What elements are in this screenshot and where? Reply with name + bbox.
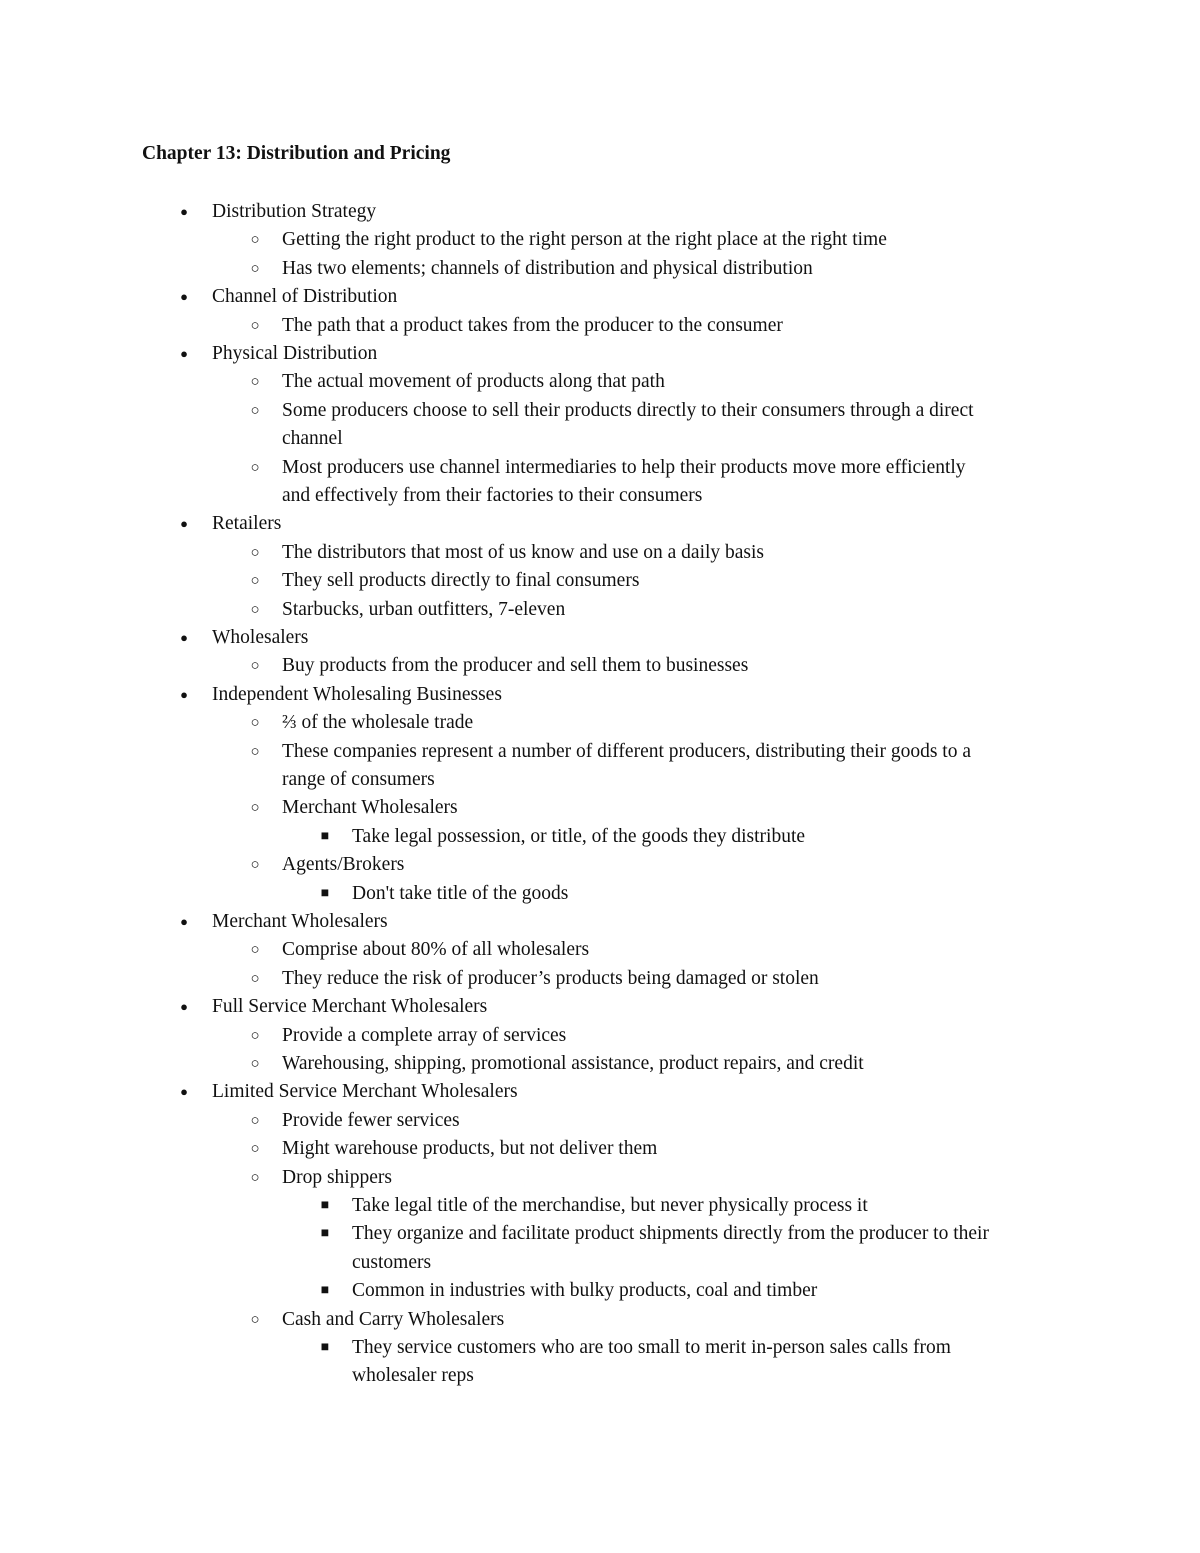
outline-item-text: Cash and Carry Wholesalers bbox=[282, 1308, 505, 1330]
outline-item-level-1 bbox=[250, 226, 887, 254]
filled-bullet-icon: ● bbox=[180, 914, 188, 929]
outline-item-text: ⅔ of the wholesale trade bbox=[282, 712, 474, 734]
filled-bullet-icon: ● bbox=[180, 289, 188, 305]
outline-item-level-1 bbox=[250, 709, 474, 737]
outline-item-level-0 bbox=[180, 340, 378, 368]
outline-item-text: Distribution Strategy bbox=[212, 201, 377, 222]
filled-bullet-icon: ● bbox=[180, 999, 188, 1015]
outline-item-continuation-level-2 bbox=[352, 1249, 431, 1277]
square-bullet-icon: ■ bbox=[320, 1198, 330, 1213]
outline-item-level-1 bbox=[250, 965, 819, 993]
hollow-bullet-icon: ○ bbox=[250, 970, 260, 987]
outline-item-text: Full Service Merchant Wholesalers bbox=[212, 996, 488, 1018]
hollow-bullet-icon: ○ bbox=[250, 402, 260, 419]
outline-item-text: Physical Distribution bbox=[212, 343, 378, 364]
outline-item-text: Comprise about 80% of all wholesalers bbox=[282, 939, 590, 961]
outline-item-continuation-level-1 bbox=[282, 425, 343, 453]
outline-item-text: channel bbox=[282, 428, 343, 450]
outline-item-continuation-level-2 bbox=[352, 1362, 474, 1390]
hollow-bullet-icon: ○ bbox=[250, 317, 260, 334]
outline-item-text: Limited Service Merchant Wholesalers bbox=[212, 1081, 518, 1103]
hollow-bullet-icon: ○ bbox=[250, 1311, 260, 1328]
outline-item-level-1 bbox=[250, 255, 813, 283]
outline-item-text: These companies represent a number of different producers, distributing their goods to a bbox=[282, 740, 971, 762]
outline-item-level-0 bbox=[180, 198, 377, 226]
hollow-bullet-icon: ○ bbox=[250, 1141, 260, 1158]
outline-item-text: Warehousing, shipping, promotional assistance, product repairs, and credit bbox=[282, 1053, 864, 1074]
outline-item-text: Merchant Wholesalers bbox=[282, 797, 458, 819]
filled-bullet-icon: ● bbox=[180, 516, 188, 532]
hollow-bullet-icon: ○ bbox=[250, 573, 260, 590]
outline-item-text: Has two elements; channels of distribution and physical distribution bbox=[282, 257, 813, 279]
hollow-bullet-icon: ○ bbox=[250, 942, 260, 959]
outline-item-level-0 bbox=[180, 624, 309, 652]
hollow-bullet-icon: ○ bbox=[250, 1027, 260, 1044]
outline-item-level-0 bbox=[180, 283, 398, 311]
outline-item-text: Starbucks, urban outfitters, 7-eleven bbox=[282, 598, 566, 620]
outline-item-text: The actual movement of products along that path bbox=[282, 371, 665, 393]
square-bullet-icon: ■ bbox=[320, 1226, 330, 1242]
outline-item-level-1 bbox=[250, 1306, 505, 1334]
outline-item-continuation-level-1 bbox=[282, 766, 435, 794]
hollow-bullet-icon: ○ bbox=[250, 715, 260, 732]
hollow-bullet-icon: ○ bbox=[250, 1112, 260, 1129]
hollow-bullet-icon: ○ bbox=[250, 260, 260, 277]
hollow-bullet-icon: ○ bbox=[250, 743, 260, 760]
outline-item-text: Common in industries with bulky products, coal and timber bbox=[352, 1280, 818, 1302]
outline-item-text: Provide a complete array of services bbox=[282, 1024, 567, 1046]
outline-item-text: customers bbox=[352, 1251, 432, 1273]
filled-bullet-icon: ● bbox=[180, 346, 188, 361]
outline-item-text: They sell products directly to final consumers bbox=[282, 570, 640, 592]
outline-item-text: Most producers use channel intermediaries to help their products move more efficiently bbox=[282, 456, 966, 478]
hollow-bullet-icon: ○ bbox=[250, 544, 260, 561]
outline-item-text: and effectively from their factories to their consumers bbox=[282, 485, 703, 506]
outline-item-text: Getting the right product to the right person at the right place at the right time bbox=[282, 229, 887, 251]
outline-item-text: The path that a product takes from the producer to the consumer bbox=[282, 314, 783, 336]
outline-item-level-1 bbox=[250, 851, 405, 879]
outline-item-level-1 bbox=[250, 652, 749, 680]
square-bullet-icon: ■ bbox=[320, 1340, 330, 1355]
outline-item-text: Wholesalers bbox=[212, 627, 309, 648]
outline-item-text: The distributors that most of us know and use on a daily basis bbox=[282, 541, 765, 563]
filled-bullet-icon: ● bbox=[180, 630, 188, 645]
outline-item-level-0 bbox=[180, 681, 502, 709]
filled-bullet-icon: ● bbox=[180, 204, 188, 219]
outline-item-level-1 bbox=[250, 368, 665, 396]
square-bullet-icon: ■ bbox=[320, 885, 330, 901]
outline-item-level-2 bbox=[320, 1334, 951, 1362]
outline-item-level-2 bbox=[320, 823, 806, 851]
outline-item-level-1 bbox=[250, 1022, 567, 1050]
outline-item-text: range of consumers bbox=[282, 769, 435, 790]
chapter-title: Chapter 13: Distribution and Pricing bbox=[142, 143, 451, 164]
outline-item-level-1 bbox=[250, 312, 783, 340]
outline-item-level-2 bbox=[320, 880, 569, 908]
outline-item-level-1 bbox=[250, 1164, 392, 1192]
hollow-bullet-icon: ○ bbox=[250, 374, 260, 391]
outline-item-text: Might warehouse products, but not deliver them bbox=[282, 1138, 658, 1160]
outline-item-level-0 bbox=[180, 1078, 518, 1106]
outline-item-level-1 bbox=[250, 936, 590, 964]
hollow-bullet-icon: ○ bbox=[250, 857, 260, 874]
outline-item-level-0 bbox=[180, 993, 488, 1021]
outline-item-level-1 bbox=[250, 1050, 864, 1078]
outline-item-level-1 bbox=[250, 1135, 658, 1163]
outline-item-level-1 bbox=[250, 596, 566, 624]
outline-item-text: Drop shippers bbox=[282, 1166, 392, 1188]
outline-item-text: Some producers choose to sell their products directly to their consumers through a direct bbox=[282, 399, 974, 421]
outline-item-text: Take legal title of the merchandise, but never physically process it bbox=[352, 1195, 868, 1216]
hollow-bullet-icon: ○ bbox=[250, 1169, 260, 1186]
outline-item-continuation-level-1 bbox=[282, 482, 702, 510]
outline-item-text: Merchant Wholesalers bbox=[212, 911, 388, 932]
outline-item-level-1 bbox=[250, 567, 640, 595]
outline-item-text: Take legal possession, or title, of the goods they distribute bbox=[352, 825, 806, 847]
outline-item-level-0 bbox=[180, 908, 388, 936]
outline-item-text: Retailers bbox=[212, 513, 282, 535]
filled-bullet-icon: ● bbox=[180, 1084, 188, 1100]
outline-item-level-2 bbox=[320, 1220, 989, 1248]
outline-item-text: Don't take title of the goods bbox=[352, 882, 569, 904]
square-bullet-icon: ■ bbox=[320, 828, 330, 844]
outline-item-level-2 bbox=[320, 1277, 818, 1305]
outline-item-text: They reduce the risk of producer’s products being damaged or stolen bbox=[282, 967, 819, 989]
hollow-bullet-icon: ○ bbox=[250, 459, 260, 476]
outline-item-level-1 bbox=[250, 539, 765, 567]
outline-item-text: They organize and facilitate product shipments directly from the producer to their bbox=[352, 1223, 989, 1245]
outline-item-level-1 bbox=[250, 794, 458, 822]
outline-item-text: Independent Wholesaling Businesses bbox=[212, 683, 502, 705]
outline-item-level-1 bbox=[250, 454, 966, 482]
square-bullet-icon: ■ bbox=[320, 1283, 330, 1299]
outline-item-level-1 bbox=[250, 397, 974, 425]
outline-item-level-1 bbox=[250, 738, 971, 766]
outline-item-text: Agents/Brokers bbox=[282, 854, 405, 876]
outline-item-text: Buy products from the producer and sell them to businesses bbox=[282, 655, 749, 677]
hollow-bullet-icon: ○ bbox=[250, 232, 260, 249]
outline-item-text: Channel of Distribution bbox=[212, 286, 398, 308]
hollow-bullet-icon: ○ bbox=[250, 658, 260, 675]
outline-item-level-0 bbox=[180, 510, 282, 538]
outline-item-text: They service customers who are too small to merit in-person sales calls from bbox=[352, 1337, 951, 1358]
outline-item-text: Provide fewer services bbox=[282, 1109, 460, 1131]
filled-bullet-icon: ● bbox=[180, 686, 188, 702]
hollow-bullet-icon: ○ bbox=[250, 1056, 260, 1072]
hollow-bullet-icon: ○ bbox=[250, 800, 260, 817]
outline-item-level-2 bbox=[320, 1192, 868, 1220]
outline-item-text: wholesaler reps bbox=[352, 1365, 474, 1387]
outline-item-level-1 bbox=[250, 1107, 460, 1135]
hollow-bullet-icon: ○ bbox=[250, 601, 260, 618]
